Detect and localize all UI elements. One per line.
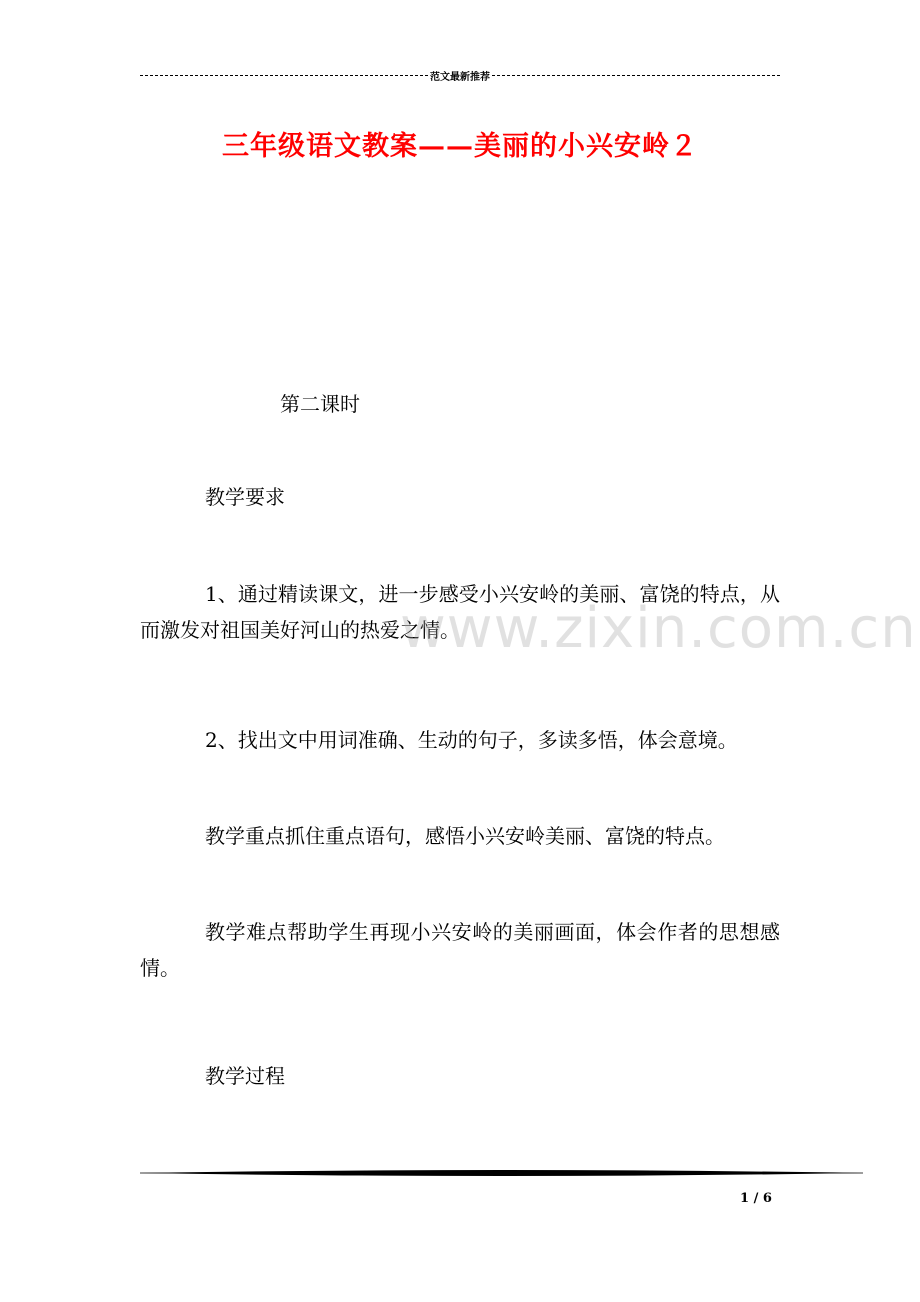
requirement-item-2: 2、找出文中用词准确、生动的句子，多读多悟，体会意境。 <box>205 728 738 752</box>
heading-teaching-process: 教学过程 <box>205 1064 285 1088</box>
page-number: 1 / 6 <box>740 1191 772 1206</box>
document-title: 三年级语文教案——美丽的小兴安岭２ <box>222 131 698 162</box>
watermark: www.zixin.com.cn <box>400 596 917 661</box>
requirement-item-1: 1、通过精读课文，进一步感受小兴安岭的美丽、富饶的特点，从而激发对祖国美好河山的热爱之情。 <box>140 582 780 642</box>
teaching-difficulty: 教学难点帮助学生再现小兴安岭的美丽画面，体会作者的思想感情。 <box>140 920 780 980</box>
footer-rule <box>140 1165 863 1181</box>
teaching-key-point: 教学重点抓住重点语句，感悟小兴安岭美丽、富饶的特点。 <box>205 824 725 848</box>
heading-teaching-requirements: 教学要求 <box>205 485 285 509</box>
header-dash-left <box>140 75 428 76</box>
page-header <box>140 68 780 82</box>
header-dash-right <box>492 75 780 76</box>
header-text: 范文最新推荐 <box>430 71 490 83</box>
lesson-period: 第二课时 <box>280 392 360 416</box>
